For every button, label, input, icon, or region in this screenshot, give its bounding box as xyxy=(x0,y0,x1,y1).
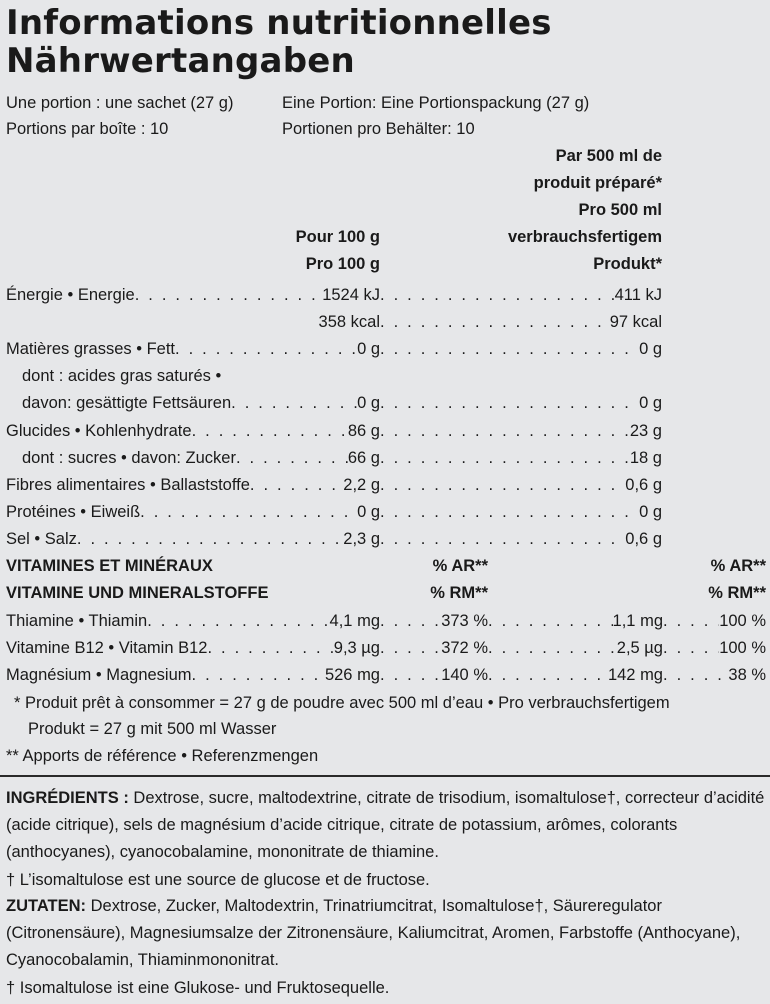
nutrient-label: Protéines • Eiweiß xyxy=(6,503,141,521)
ingredients-de xyxy=(6,893,766,974)
ingredients-text: Dextrose, sucre, maltodextrine, citrate de trisodium, isomaltulose†, correcteur d’acidité (acide citrique), sels de magnésium d’acide citrique, citrate de potassium, arômes, colorants (anthocyanes), cyanocobalamine, mononitrate de thiamine. xyxy=(6,789,765,861)
leader-dots xyxy=(380,390,639,416)
value-100g: 2,3 g xyxy=(343,530,380,548)
leader-dots xyxy=(207,635,333,661)
vitamin-pct-100 xyxy=(380,608,488,634)
nutrient-row xyxy=(6,282,380,308)
portion-fr: Une portion : une sachet (27 g) xyxy=(6,94,234,112)
leader-dots xyxy=(250,472,343,498)
nutrient-label: davon: gesättigte Fettsäuren xyxy=(22,394,232,412)
col-500-header-3: Pro 500 ml xyxy=(578,201,662,219)
value-100g: 1524 kJ xyxy=(322,286,380,304)
zutaten-text: Dextrose, Zucker, Maltodextrin, Trinatriumcitrat, Isomaltulose†, Säureregulator (Citronensäure), Magnesiumsalze der Zitronensäure, Kaliumcitrat, Aromen, Farbstoffe (Anthocyane), Cyanocobalamin, Thiaminmononitrat. xyxy=(6,897,741,969)
vitamin-row xyxy=(6,662,380,688)
leader-dots xyxy=(380,499,639,525)
leader-dots xyxy=(380,526,625,552)
value-100g: 0 g xyxy=(357,340,380,358)
nutrient-row xyxy=(6,418,380,444)
pct-500ml: 100 % xyxy=(719,612,766,630)
value-100g: 0 g xyxy=(357,503,380,521)
vitamin-pct-100 xyxy=(380,662,488,688)
value-500ml: 18 g xyxy=(629,449,662,467)
vitamin-label: Magnésium • Magnesium xyxy=(6,666,192,684)
value-100g: 358 kcal xyxy=(318,313,380,331)
col-500-header-2: produit préparé* xyxy=(533,174,662,192)
leader-dots xyxy=(380,608,441,634)
value-500ml: 23 g xyxy=(629,422,662,440)
footnote-reference: ** Apports de référence • Referenzmengen xyxy=(6,747,319,765)
value-500ml: 2,5 µg xyxy=(616,639,663,657)
col-500-header-1: Par 500 ml de xyxy=(555,147,662,165)
nutrient-row xyxy=(6,499,380,525)
leader-dots xyxy=(380,282,615,308)
nutrient-label: Matières grasses • Fett xyxy=(6,340,175,358)
rm-label-500: % RM** xyxy=(708,584,766,602)
leader-dots xyxy=(663,662,728,688)
nutrient-label: Énergie • Energie xyxy=(6,286,135,304)
zutaten-label: ZUTATEN: xyxy=(6,897,87,915)
leader-dots xyxy=(488,635,617,661)
portion-de: Eine Portion: Eine Portionspackung (27 g) xyxy=(282,94,590,112)
nutrient-label: dont : acides gras saturés • xyxy=(22,367,222,385)
value-500ml: 411 kJ xyxy=(614,286,662,304)
vitamin-label: Thiamine • Thiamin xyxy=(6,612,148,630)
vitamins-heading-de: VITAMINE UND MINERALSTOFFE xyxy=(6,584,269,602)
value-100g: 0 g xyxy=(357,394,380,412)
pct-500ml: 38 % xyxy=(728,666,766,684)
leader-dots xyxy=(663,608,719,634)
nutrient-row-500 xyxy=(380,309,662,335)
nutrient-row-500 xyxy=(380,445,662,471)
vitamin-pct-500 xyxy=(663,662,766,688)
leader-dots xyxy=(380,418,630,444)
ar-label-500: % AR** xyxy=(710,557,766,575)
ingredients-fr xyxy=(6,785,766,866)
nutrient-row-500 xyxy=(380,472,662,498)
rm-label-100: % RM** xyxy=(430,584,488,602)
leader-dots xyxy=(380,662,441,688)
nutrient-label: dont : sucres • davon: Zucker xyxy=(22,449,236,467)
col-100-header-1: Pour 100 g xyxy=(295,228,380,246)
nutrient-row xyxy=(22,390,380,416)
pct-100g: 140 % xyxy=(441,666,488,684)
value-500ml: 142 mg xyxy=(607,666,663,684)
ingredients-note-fr: † L’isomaltulose est une source de glucose et de fructose. xyxy=(6,871,430,889)
ingredients-note-de: † Isomaltulose ist eine Glukose- und Fruktosequelle. xyxy=(6,979,390,997)
title-fr: Informations nutritionnelles xyxy=(6,3,552,43)
leader-dots xyxy=(488,662,608,688)
leader-dots xyxy=(175,336,357,362)
vitamin-label: Vitamine B12 • Vitamin B12 xyxy=(6,639,208,657)
nutrient-row xyxy=(6,472,380,498)
nutrient-row-500 xyxy=(380,390,662,416)
section-divider xyxy=(0,775,770,777)
vitamin-pct-500 xyxy=(663,635,766,661)
nutrient-label: Sel • Salz xyxy=(6,530,77,548)
leader-dots xyxy=(135,282,323,308)
value-500ml: 97 kcal xyxy=(609,313,662,331)
pct-500ml: 100 % xyxy=(719,639,766,657)
col-500-header-5: Produkt* xyxy=(593,255,662,273)
leader-dots xyxy=(140,499,357,525)
leader-dots xyxy=(236,445,348,471)
nutrient-row-500 xyxy=(380,526,662,552)
value-500ml: 0 g xyxy=(639,394,662,412)
vitamin-pct-500 xyxy=(663,608,766,634)
nutrient-row-500 xyxy=(380,282,662,308)
per-box-de: Portionen pro Behälter: 10 xyxy=(282,120,475,138)
value-500ml: 0,6 g xyxy=(625,476,662,494)
leader-dots xyxy=(192,662,325,688)
vitamins-heading-fr: VITAMINES ET MINÉRAUX xyxy=(6,557,213,575)
ar-label-100: % AR** xyxy=(432,557,488,575)
col-500-header-4: verbrauchsfertigem xyxy=(507,228,662,246)
value-100g: 86 g xyxy=(347,422,380,440)
value-500ml: 1,1 mg xyxy=(612,612,663,630)
leader-dots xyxy=(192,418,348,444)
col-100-header-2: Pro 100 g xyxy=(305,255,380,273)
vitamin-row xyxy=(6,635,380,661)
pct-100g: 373 % xyxy=(441,612,488,630)
value-100g: 526 mg xyxy=(324,666,380,684)
nutrient-row-500 xyxy=(380,499,662,525)
ingredients-label: INGRÉDIENTS : xyxy=(6,789,129,807)
vitamin-pct-100 xyxy=(380,635,488,661)
per-box-fr: Portions par boîte : 10 xyxy=(6,120,169,138)
leader-dots xyxy=(380,635,441,661)
nutrient-label: Glucides • Kohlenhydrate xyxy=(6,422,192,440)
leader-dots xyxy=(380,472,625,498)
nutrient-row xyxy=(6,336,380,362)
nutrient-row xyxy=(22,445,380,471)
title-de: Nährwertangaben xyxy=(6,41,355,81)
value-500ml: 0 g xyxy=(639,503,662,521)
vitamin-val-500 xyxy=(488,662,663,688)
leader-dots xyxy=(663,635,719,661)
footnote-prepared-1: * Produit prêt à consommer = 27 g de poudre avec 500 ml d’eau • Pro verbrauchsfertigem xyxy=(14,694,670,712)
vitamin-row xyxy=(6,608,380,634)
nutrient-label: Fibres alimentaires • Ballaststoffe xyxy=(6,476,250,494)
footnote-prepared-2: Produkt = 27 g mit 500 ml Wasser xyxy=(28,720,277,738)
leader-dots xyxy=(77,526,343,552)
value-500ml: 0,6 g xyxy=(625,530,662,548)
value-100g: 4,1 mg xyxy=(329,612,380,630)
vitamin-val-500 xyxy=(488,608,663,634)
vitamin-val-500 xyxy=(488,635,663,661)
leader-dots xyxy=(380,336,639,362)
leader-dots xyxy=(380,445,630,471)
nutrient-row-500 xyxy=(380,336,662,362)
leader-dots xyxy=(231,390,357,416)
leader-dots xyxy=(488,608,613,634)
leader-dots xyxy=(380,309,610,335)
pct-100g: 372 % xyxy=(441,639,488,657)
leader-dots xyxy=(147,608,329,634)
value-100g: 9,3 µg xyxy=(333,639,380,657)
value-100g: 66 g xyxy=(347,449,380,467)
value-500ml: 0 g xyxy=(639,340,662,358)
value-100g: 2,2 g xyxy=(343,476,380,494)
nutrient-row-500 xyxy=(380,418,662,444)
nutrient-row xyxy=(6,526,380,552)
